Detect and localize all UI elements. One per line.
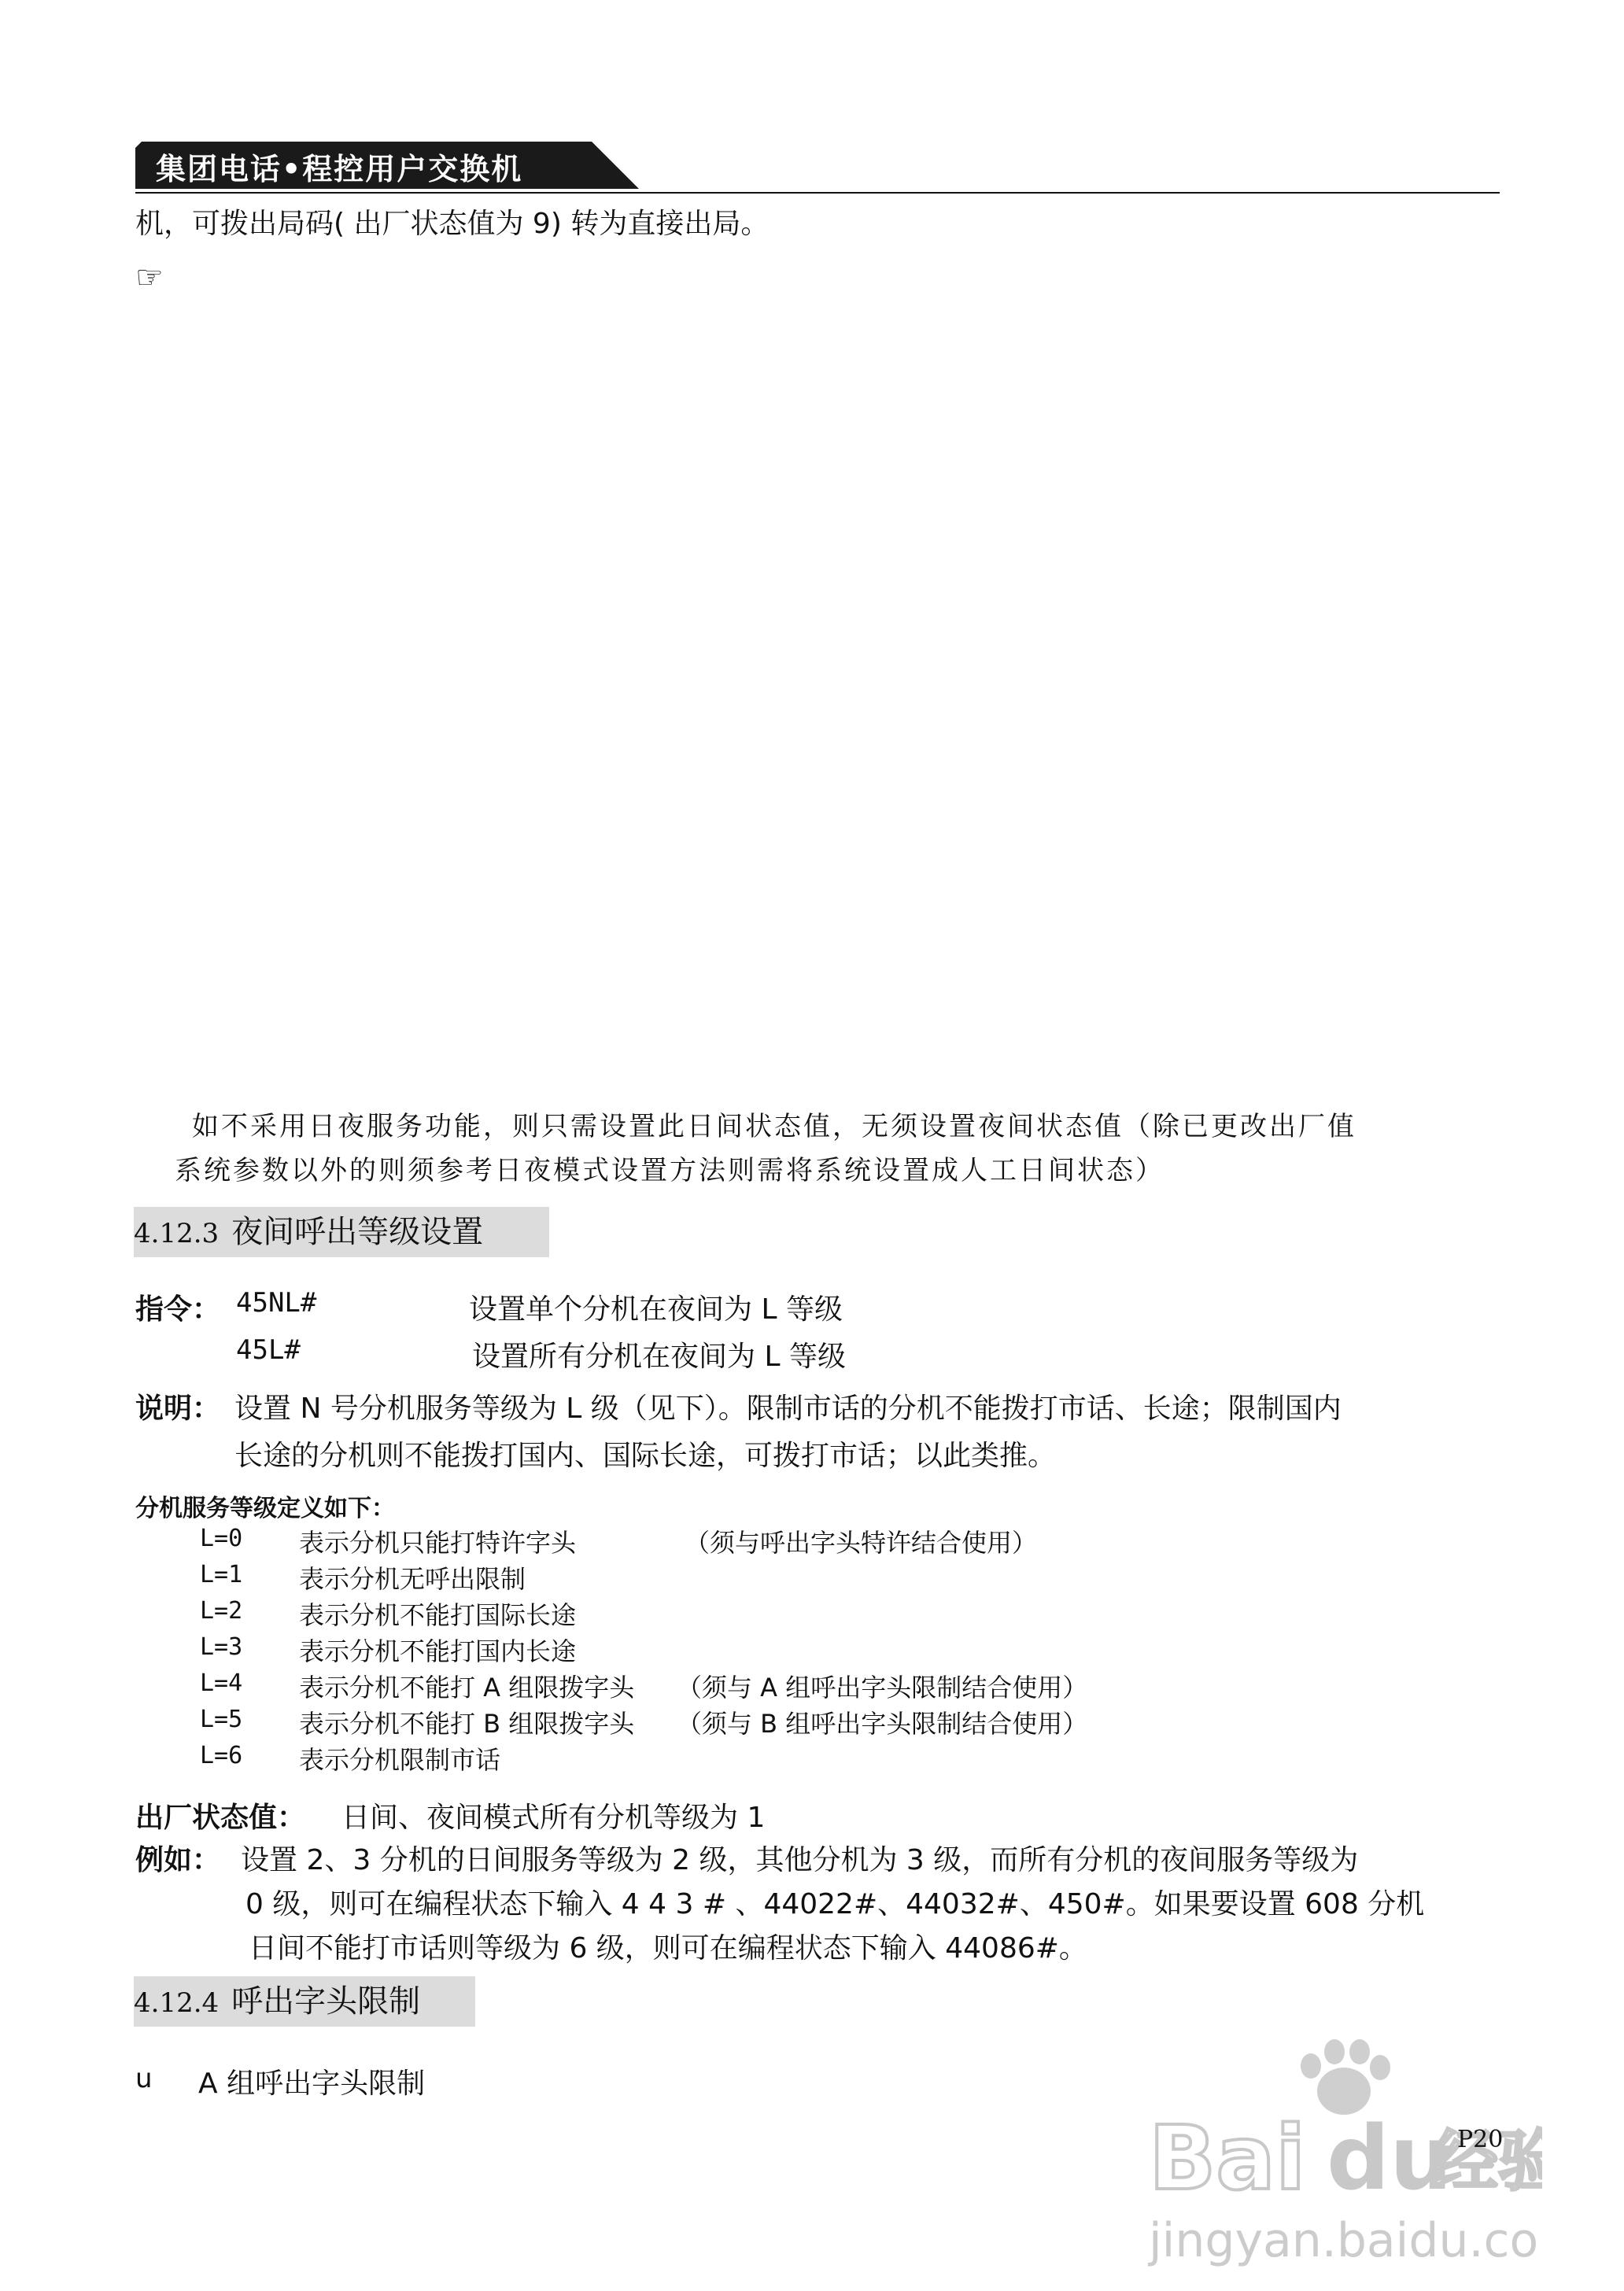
level-code: L=1 — [200, 1561, 243, 1588]
level-note: （须与 B 组呼出字头限制结合使用） — [677, 1709, 1088, 1739]
level-note: （须与 A 组呼出字头限制结合使用） — [677, 1673, 1088, 1703]
header-rule — [135, 192, 1500, 194]
page-number: P20 — [1457, 2126, 1504, 2153]
section-heading-4-12-3 — [134, 1207, 549, 1257]
example-label: 例如： — [135, 1844, 221, 1876]
level-desc: 表示分机不能打 A 组限拨字头 — [299, 1673, 635, 1703]
level-desc: 表示分机无呼出限制 — [299, 1564, 526, 1594]
watermark-brand: Bai — [1149, 2108, 1306, 2210]
level-code: L=0 — [200, 1525, 243, 1552]
level-note: （须与呼出字头特许结合使用） — [685, 1528, 1038, 1558]
explanation-line-2: 长途的分机则不能拨打国内、国际长途，可拨打市话；以此类推。 — [234, 1440, 1057, 1472]
watermark-cn: 经验 — [1432, 2123, 1542, 2200]
watermark-url: jingyan.baidu.com — [1149, 2213, 1542, 2268]
note-line-1: 如不采用日夜服务功能，则只需设置此日间状态值，无须设置夜间状态值（除已更改出厂值 — [192, 1111, 1356, 1142]
level-code: L=2 — [200, 1597, 243, 1625]
level-code: L=6 — [200, 1742, 243, 1769]
section-number: 4.12.4 — [134, 1987, 220, 2019]
command-desc: 设置单个分机在夜间为 L 等级 — [469, 1293, 843, 1326]
levels-title: 分机服务等级定义如下： — [135, 1495, 395, 1522]
level-desc: 表示分机不能打国内长途 — [299, 1636, 577, 1666]
level-code: L=3 — [200, 1633, 243, 1661]
command-label: 指令： — [135, 1293, 221, 1326]
factory-value: 日间、夜间模式所有分机等级为 1 — [341, 1802, 766, 1834]
factory-label: 出厂状态值： — [135, 1802, 306, 1834]
level-desc: 表示分机不能打 B 组限拨字头 — [299, 1709, 635, 1739]
pointing-hand-icon: ☞ — [135, 260, 164, 296]
bullet-marker: u — [135, 2063, 153, 2094]
section-title: 夜间呼出等级设置 — [231, 1214, 484, 1250]
intro-text: 机，可拨出局码( 出厂状态值为 9) 转为直接出局。 — [135, 208, 770, 240]
level-desc: 表示分机只能打特许字头 — [299, 1528, 577, 1558]
example-line-3: 日间不能打市话则等级为 6 级，则可在编程状态下输入 44086#。 — [249, 1932, 1087, 1965]
note-line-2: 系统参数以外的则须参考日夜模式设置方法则需将系统设置成人工日间状态） — [175, 1155, 1164, 1186]
command-code: 45L# — [236, 1334, 301, 1366]
bullet-text: A 组呼出字头限制 — [198, 2068, 426, 2100]
watermark-du: du — [1327, 2108, 1452, 2210]
command-desc: 设置所有分机在夜间为 L 等级 — [472, 1341, 846, 1373]
example-line-2: 0 级，则可在编程状态下输入 4 4 3 # 、44022#、44032#、450#。如果要设置 608 分机 — [245, 1888, 1425, 1920]
level-code: L=5 — [200, 1706, 243, 1733]
explanation-label: 说明： — [135, 1393, 221, 1425]
explanation-line-1: 设置 N 号分机服务等级为 L 级（见下）。限制市话的分机不能拨打市话、长途；限制国内 — [234, 1393, 1342, 1425]
level-desc: 表示分机限制市话 — [299, 1745, 501, 1775]
section-title: 呼出字头限制 — [231, 1983, 421, 2020]
example-line-1: 设置 2、3 分机的日间服务等级为 2 级，其他分机为 3 级，而所有分机的夜间服务等级为 — [241, 1844, 1359, 1876]
level-desc: 表示分机不能打国际长途 — [299, 1600, 577, 1630]
section-heading-4-12-4 — [134, 1976, 475, 2027]
header-title: 集团电话•程控用户交换机 — [156, 152, 523, 186]
level-code: L=4 — [200, 1669, 243, 1697]
section-number: 4.12.3 — [134, 1218, 220, 1249]
paw-icon — [1301, 2039, 1390, 2115]
command-code: 45NL# — [236, 1287, 317, 1319]
